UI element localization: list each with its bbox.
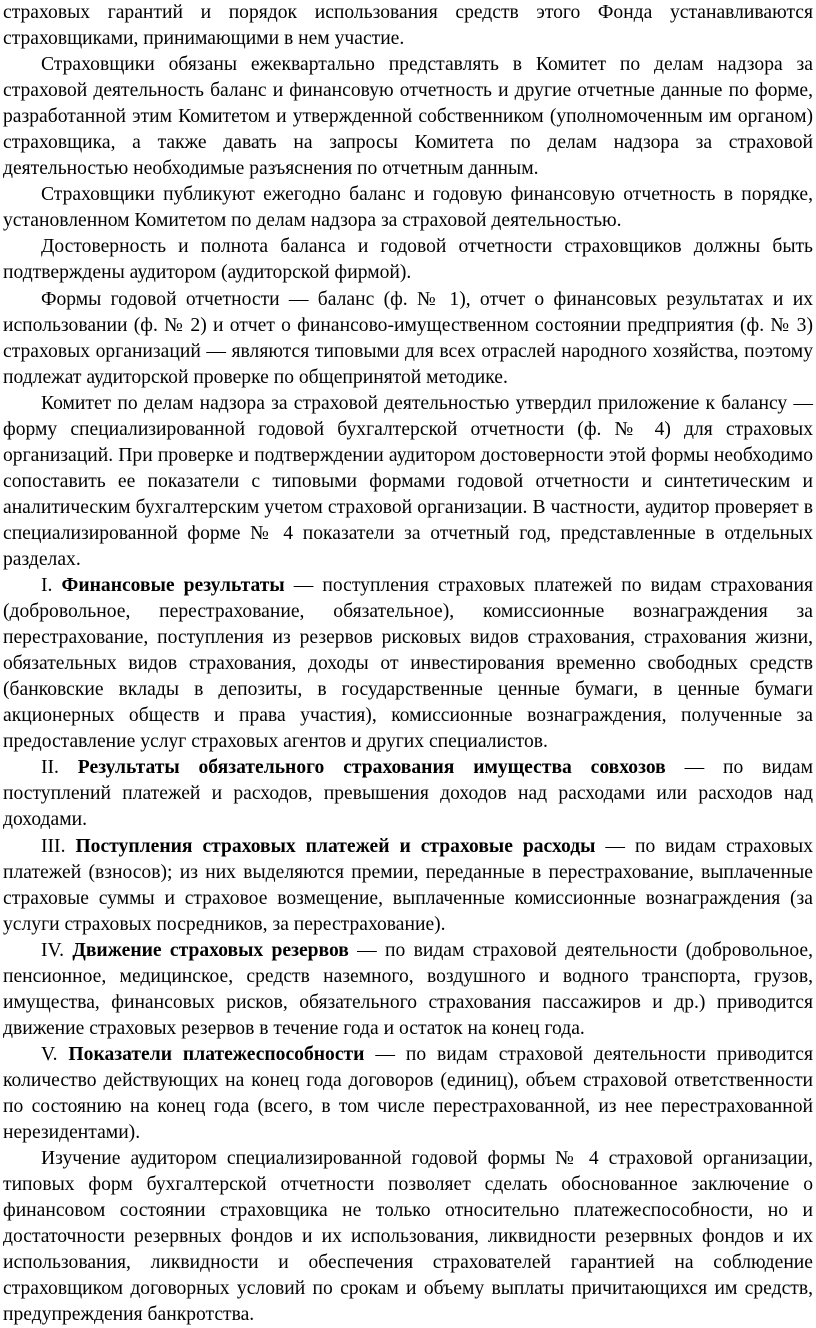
paragraph-form-4: Комитет по делам надзора за страховой деятельностью утвердил приложение к балансу — форму специализированной годовой бухгалтерской отчетности (ф. № 4) для страховых организаций. При проверке и подтверждении аудитором достоверности этой формы необходимо сопоставить ее показатели с типовыми формами годовой отчетности и синтетическим и аналитическим бухгалтерским учетом страховой организации. В частности, аудитор проверяет в специализированной форме № 4 показатели за отчетный год, представленные в отдельных разделах. [3, 392, 813, 570]
section-4-text: — по видам страховой деятельности (добровольное, пенсионное, медицинское, средств наземного, воздушного и водного транспорта, грузов, имущества, финансовых рисков, обязательного страхования пассажиров и др.) приводится движение страховых резервов в течение года и остаток на конец года. [3, 939, 813, 1039]
section-3-number: III. [41, 835, 76, 857]
paragraph-annual-publication: Страховщики публикуют ежегодно баланс и годовую финансовую отчетность в порядке, установленном Комитетом по делам надзора за страховой деятельностью. [3, 184, 813, 232]
section-1-text: — поступления страховых платежей по видам страхования (добровольное, перестрахование, обязательное), комиссионные вознаграждения за перестрахование, поступления из резервов рисковых видов страхования, страхования жизни, обязательных видов страхования, доходы от инвестирования временно свободных средств (банковские вклады в депозиты, в государственные ценные бумаги, в ценные бумаги акционерных обществ и права участия), комиссионные вознаграждения, полученные за предоставление услуг страховых агентов и других специалистов. [3, 575, 813, 753]
section-3-text: — по видам страховых платежей (взносов); из них выделяются премии, переданные в перестрахование, выплаченные страховые суммы и страховое возмещение, выплаченные комиссионные вознаграждения (за услуги страховых посредников, за перестрахование). [3, 835, 813, 935]
section-1-number: I. [41, 575, 62, 597]
section-4 [3, 938, 813, 1042]
section-3-title: Поступления страховых платежей и страховые расходы [75, 835, 596, 857]
paragraph-conclusion: Изучение аудитором специализированной годовой формы № 4 страховой организации, типовых форм бухгалтерской отчетности позволяет сделать обоснованное заключение о финансовом состоянии страховщика не только относительно платежеспособности, но и достаточности резервных фондов и их использования, ликвидности резервных фондов и их использования, ликвидности и обеспечения страхователей гарантией на соблюдение страховщиком договорных условий по срокам и объему выплаты причитающихся им средств, предупреждения банкротства. [3, 1148, 813, 1326]
section-2-text: — по видам поступлений платежей и расходов, превышения доходов над расходами или расходов над доходами. [3, 757, 813, 831]
section-5 [3, 1042, 813, 1146]
section-5-title: Показатели платежеспособности [68, 1043, 365, 1065]
paragraph-report-forms: Формы годовой отчетности — баланс (ф. № 1), отчет о финансовых результатах и их использовании (ф. № 2) и отчет о финансово-имущественном состоянии предприятия (ф. № 3) страховых организаций — являются типовыми для всех отраслей народного хозяйства, поэтому подлежат аудиторской проверке по общепринятой методике. [3, 288, 813, 388]
section-3 [3, 834, 813, 938]
section-1-title: Финансовые результаты [61, 575, 285, 597]
section-4-number: IV. [41, 939, 73, 961]
section-2-title: Результаты обязательного страхования имущества совхозов [77, 757, 666, 779]
section-1 [3, 573, 813, 755]
section-5-number: V. [41, 1043, 69, 1065]
section-2 [3, 755, 813, 833]
paragraph-continued: страховых гарантий и порядок использования средств этого Фонда устанавливаются страховщиками, принимающими в нем участие. [3, 2, 813, 50]
paragraph-audit-confirmation: Достоверность и полнота баланса и годовой отчетности страховщиков должны быть подтверждены аудитором (аудиторской фирмой). [3, 236, 813, 284]
paragraph-reporting-duty: Страховщики обязаны ежеквартально представлять в Комитет по делам надзора за страховой деятельность баланс и финансовую отчетность и другие отчетные данные по форме, разработанной этим Комитетом и утвержденной собственником (уполномоченным им органом) страховщика, а также давать на запросы Комитета по делам надзора за страховой деятельностью необходимые разъяснения по отчетным данным. [3, 54, 813, 180]
section-2-number: II. [41, 757, 78, 779]
section-4-title: Движение страховых резервов [72, 939, 349, 961]
section-5-text: — по видам страховой деятельности приводится количество действующих на конец года договоров (единиц), объем страховой ответственности по состоянию на конец года (всего, в том числе перестрахованной, из нее перестрахованной нерезидентами). [3, 1043, 814, 1144]
